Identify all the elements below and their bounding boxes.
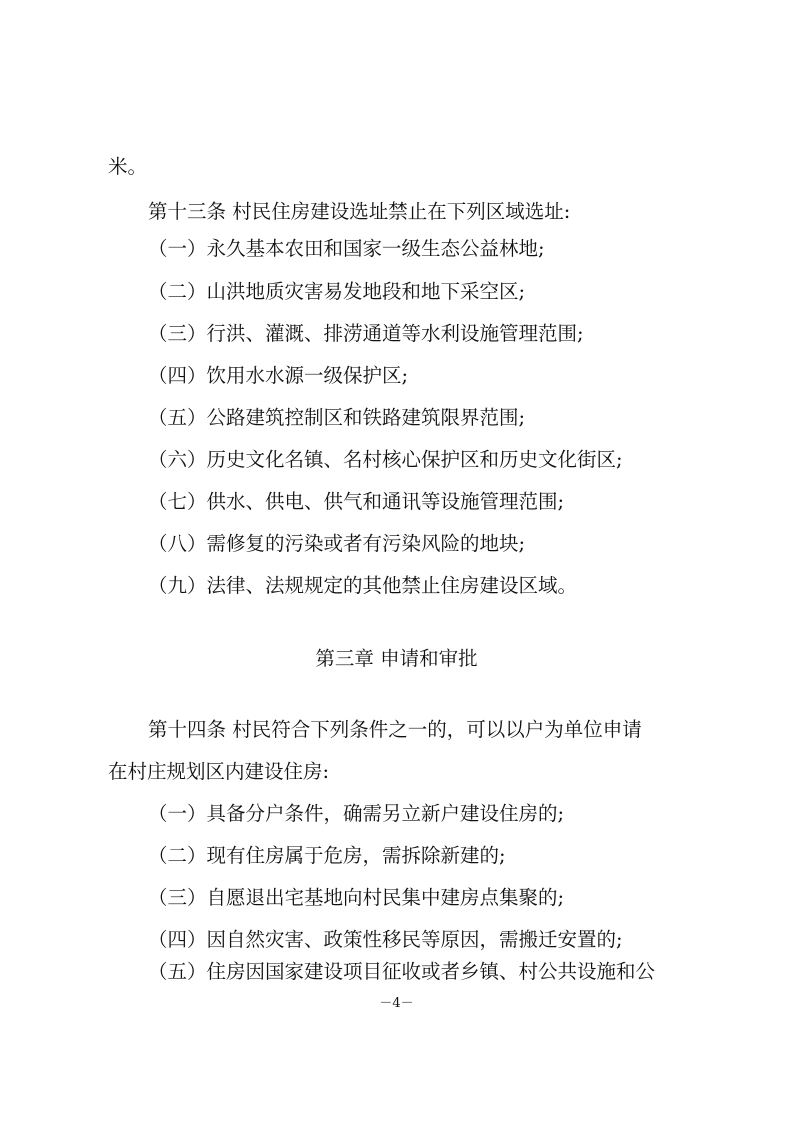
list-item: （五）公路建筑控制区和铁路建筑限界范围; xyxy=(148,406,526,429)
article-14-title: 第十四条 村民符合下列条件之一的，可以以户为单位申请 xyxy=(148,718,642,741)
list-item: （二）山洪地质灾害易发地段和地下采空区; xyxy=(148,280,526,303)
list-item: （一）具备分户条件，确需另立新户建设住房的; xyxy=(148,802,565,825)
list-item: （四）饮用水水源一级保护区; xyxy=(148,364,409,387)
text-line-continuation: 在村庄规划区内建设住房: xyxy=(108,760,330,783)
list-item: （三）行洪、灌溉、排涝通道等水利设施管理范围; xyxy=(148,322,584,345)
chapter-heading: 第三章 申请和审批 xyxy=(315,647,478,670)
text-line-continuation: 米。 xyxy=(108,155,148,178)
article-13-title: 第十三条 村民住房建设选址禁止在下列区域选址: xyxy=(148,200,571,223)
list-item: （八）需修复的污染或者有污染风险的地块; xyxy=(148,532,526,555)
list-item: （六）历史文化名镇、名村核心保护区和历史文化街区; xyxy=(148,448,623,471)
list-item: （四）因自然灾害、政策性移民等原因，需搬迁安置的; xyxy=(148,928,623,951)
list-item: （一）永久基本农田和国家一级生态公益林地; xyxy=(148,237,545,260)
list-item: （五）住房因国家建设项目征收或者乡镇、村公共设施和公 xyxy=(148,960,656,983)
list-item: （二）现有住房属于危房，需拆除新建的; xyxy=(148,844,506,867)
list-item: （九）法律、法规规定的其他禁止住房建设区域。 xyxy=(148,574,578,597)
page-number: －4－ xyxy=(379,996,414,1011)
list-item: （七）供水、供电、供气和通讯等设施管理范围; xyxy=(148,490,565,513)
list-item: （三）自愿退出宅基地向村民集中建房点集聚的; xyxy=(148,886,565,909)
